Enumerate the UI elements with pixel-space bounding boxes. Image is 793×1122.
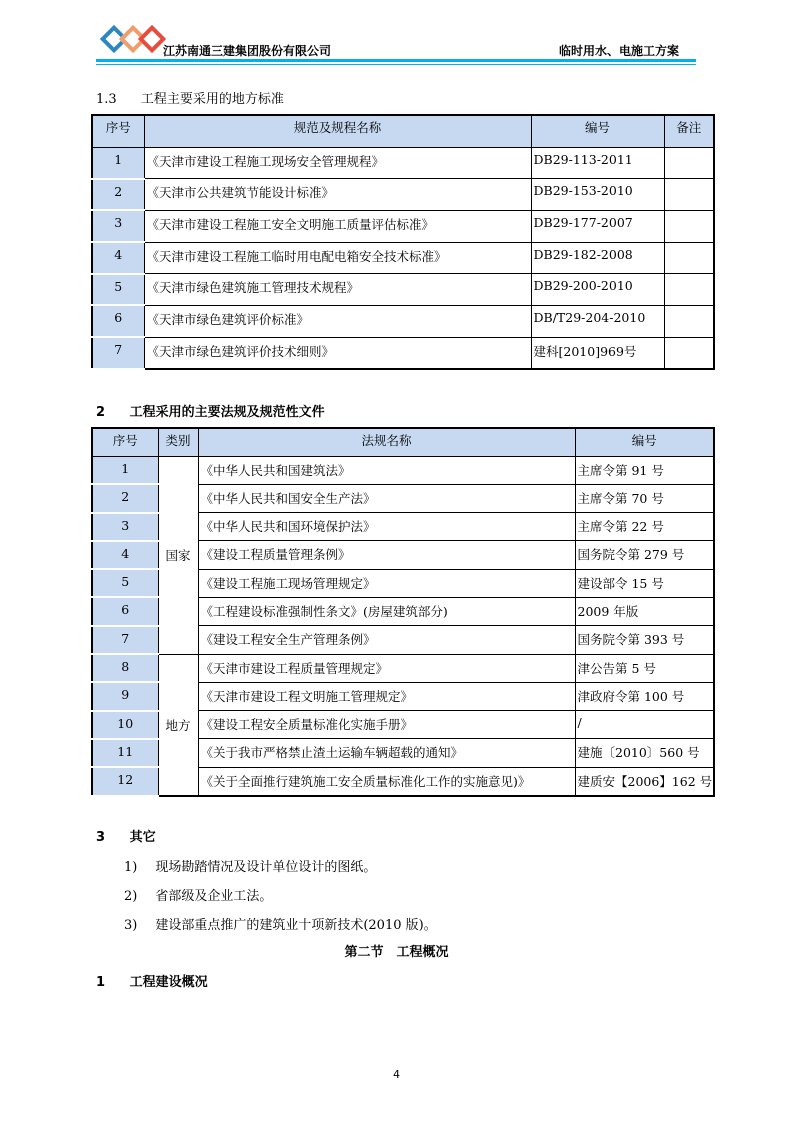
table-row [92,242,714,274]
standard-name: 《天津市公共建筑节能设计标准》 [144,179,531,211]
header-rule [96,59,696,62]
standard-name: 《天津市建设工程施工临时用电配电箱安全技术标准》 [144,242,531,274]
table-row [92,456,714,484]
regulation-code: 国务院令第 393 号 [575,626,714,654]
row-number: 4 [92,242,144,274]
table-row [92,179,714,211]
item-text: 现场勘踏情况及设计单位设计的图纸。 [155,860,377,875]
table-row [92,274,714,306]
chapter-heading: 第二节 工程概况 [344,945,449,960]
row-number: 3 [92,210,144,242]
row-number: 11 [92,739,158,767]
regulation-name: 《天津市建设工程质量管理规定》 [198,654,575,682]
standard-code: DB29-200-2010 [531,274,664,306]
standard-code: DB29-182-2008 [531,242,664,274]
table-row [92,337,714,369]
list-item [124,914,437,933]
item-text: 省部级及企业工法。 [155,889,273,904]
row-number: 10 [92,711,158,739]
section-title: 工程主要采用的地方标准 [140,92,284,107]
regulation-name: 《建设工程安全质量标准化实施手册》 [198,711,575,739]
standard-name: 《天津市绿色建筑评价技术细则》 [144,337,531,369]
remarks [664,274,714,306]
item-number: 3) [124,918,138,933]
regulation-code: 国务院令第 279 号 [575,541,714,569]
document-title: 临时用水、电施工方案 [558,44,679,58]
list-item [124,885,272,904]
header-rule-thin [96,64,696,65]
regulation-name: 《中华人民共和国安全生产法》 [198,484,575,512]
header-cell: 编号 [531,115,664,147]
logo-diamond-icon [138,25,166,53]
section-number: 1.3 [96,92,117,107]
remarks [664,337,714,369]
regulation-name: 《中华人民共和国环境保护法》 [198,513,575,541]
item-number: 2) [124,889,138,904]
regulation-name: 《工程建设标准强制性条文》(房屋建筑部分) [198,597,575,625]
section-1-heading [96,971,208,990]
section-3-heading [96,826,156,845]
header-cell: 编号 [575,428,714,456]
row-number: 5 [92,274,144,306]
section-number: 2 [96,405,106,420]
standard-code: DB/T29-204-2010 [531,305,664,337]
category-cell: 国家 [158,456,198,654]
company-logo [104,28,164,50]
regulation-name: 《天津市建设工程文明施工管理规定》 [198,682,575,710]
page-number: 4 [393,1068,400,1081]
regulation-code: 津政府令第 100 号 [575,682,714,710]
table-row [92,305,714,337]
regulation-code: 建质安【2006】162 号 [575,767,714,795]
regulation-code: / [575,711,714,739]
regulation-code: 主席令第 70 号 [575,484,714,512]
standard-name: 《天津市绿色建筑施工管理技术规程》 [144,274,531,306]
regulation-name: 《中华人民共和国建筑法》 [198,456,575,484]
row-number: 4 [92,541,158,569]
section-2-heading [96,401,325,420]
table-row [92,147,714,179]
row-number: 2 [92,179,144,211]
row-number: 9 [92,682,158,710]
row-number: 2 [92,484,158,512]
header-cell: 类别 [158,428,198,456]
table-row [92,654,714,682]
remarks [664,210,714,242]
section-number: 3 [96,830,106,845]
remarks [664,305,714,337]
section-title: 其它 [129,830,156,845]
standard-code: DB29-177-2007 [531,210,664,242]
table-row [92,210,714,242]
regulation-name: 《建设工程安全生产管理条例》 [198,626,575,654]
row-number: 7 [92,626,158,654]
standard-code: DB29-113-2011 [531,147,664,179]
regulation-code: 主席令第 22 号 [575,513,714,541]
standard-code: DB29-153-2010 [531,179,664,211]
row-number: 5 [92,569,158,597]
standard-name: 《天津市建设工程施工现场安全管理规程》 [144,147,531,179]
row-number: 6 [92,597,158,625]
regulation-code: 主席令第 91 号 [575,456,714,484]
remarks [664,179,714,211]
regulation-code: 津公告第 5 号 [575,654,714,682]
regulation-code: 建设部令 15 号 [575,569,714,597]
remarks [664,147,714,179]
remarks [664,242,714,274]
row-number: 8 [92,654,158,682]
standard-code: 建科[2010]969号 [531,337,664,369]
row-number: 3 [92,513,158,541]
header-cell: 备注 [664,115,714,147]
regulations-table [91,427,715,797]
row-number: 6 [92,305,144,337]
regulation-name: 《关于全面推行建筑施工安全质量标准化工作的实施意见)》 [198,767,575,795]
standard-name: 《天津市建设工程施工安全文明施工质量评估标准》 [144,210,531,242]
row-number: 1 [92,456,158,484]
item-text: 建设部重点推广的建筑业十项新技术(2010 版)。 [155,918,437,933]
standard-name: 《天津市绿色建筑评价标准》 [144,305,531,337]
header-cell: 序号 [92,115,144,147]
regulation-code: 2009 年版 [575,597,714,625]
row-number: 12 [92,767,158,795]
section-1-3-heading [96,88,284,107]
regulation-name: 《建设工程施工现场管理规定》 [198,569,575,597]
regulation-name: 《建设工程质量管理条例》 [198,541,575,569]
section-number: 1 [96,975,106,990]
regulation-code: 建施〔2010〕560 号 [575,739,714,767]
list-item [124,856,376,875]
section-title: 工程建设概况 [129,975,208,990]
item-number: 1) [124,860,138,875]
row-number: 7 [92,337,144,369]
header-cell: 法规名称 [198,428,575,456]
header-cell: 规范及规程名称 [144,115,531,147]
header-cell: 序号 [92,428,158,456]
row-number: 1 [92,147,144,179]
category-cell: 地方 [158,654,198,795]
company-name: 江苏南通三建集团股份有限公司 [163,44,332,58]
section-title: 工程采用的主要法规及规范性文件 [129,405,325,420]
regulation-name: 《关于我市严格禁止渣土运输车辆超载的通知》 [198,739,575,767]
local-standards-table [91,114,715,370]
